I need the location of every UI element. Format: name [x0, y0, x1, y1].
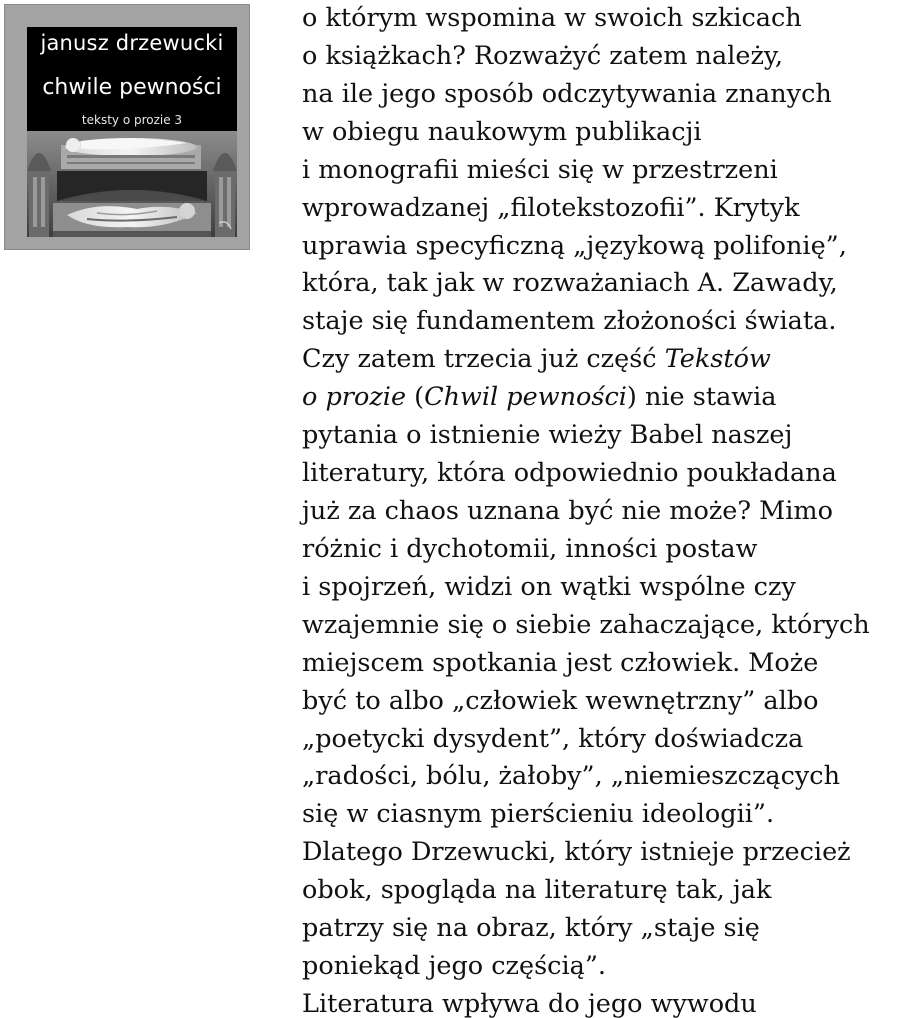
text-line: [302, 493, 898, 531]
line-text: wprowadzanej „filotekstozofii”. Krytyk: [302, 192, 800, 223]
text-line: [302, 190, 898, 228]
text-line: [302, 721, 898, 759]
book-cover-author: janusz drzewucki: [40, 31, 224, 55]
text-line: [302, 872, 898, 910]
text-line: [302, 569, 898, 607]
text-line: [302, 152, 898, 190]
line-text: Czy zatem trzecia już część: [302, 344, 665, 375]
line-text: „poetycki dysydent”, który doświadcza: [302, 723, 804, 754]
line-text: być to albo „człowiek wewnętrzny” albo: [302, 685, 819, 716]
line-text: na ile jego sposób odczytywania znanych: [302, 78, 832, 109]
line-text: „radości, bólu, żałoby”, „niemieszczących: [302, 761, 841, 792]
line-text: o książkach? Rozważyć zatem należy,: [302, 40, 784, 71]
text-line: [302, 303, 898, 341]
book-cover-subtitle: teksty o prozie 3: [81, 113, 183, 127]
text-line: [302, 228, 898, 266]
book-cover-title: chwile pewności: [42, 75, 222, 100]
text-line: [302, 76, 898, 114]
text-line: [302, 645, 898, 683]
line-text: i monografii mieści się w przestrzeni: [302, 154, 778, 185]
text-line: [302, 417, 898, 455]
text-line: [302, 341, 898, 379]
text-line: [302, 834, 898, 872]
line-text: poniekąd jego częścią”.: [302, 951, 606, 982]
line-text: ) nie stawia: [626, 382, 777, 413]
line-text: wzajemnie się o siebie zahaczające, których: [302, 609, 870, 640]
italic-title-text: Chwil pewności: [424, 382, 627, 413]
line-text: Dlatego Drzewucki, który istnieje przecież: [302, 837, 851, 868]
line-text: miejscem spotkania jest człowiek. Może: [302, 647, 819, 678]
line-text: patrzy się na obraz, który „staje się: [302, 913, 760, 944]
line-text: literatury, która odpowiednio poukładana: [302, 458, 837, 489]
body-text: [302, 0, 900, 1018]
italic-title-text: Tekstów: [664, 344, 771, 375]
line-text: o którym wspomina w swoich szkicach: [302, 3, 802, 33]
text-line: [302, 758, 898, 796]
text-line: [302, 986, 898, 1018]
line-text: która, tak jak w rozważaniach A. Zawady,: [302, 268, 838, 299]
line-text: obok, spogląda na literaturę tak, jak: [302, 875, 772, 906]
text-line: [302, 607, 898, 645]
text-line: [302, 265, 898, 303]
book-cover: [4, 4, 250, 250]
text-line: [302, 38, 898, 76]
line-text: się w ciasnym pierścieniu ideologii”.: [302, 799, 775, 830]
text-line: [302, 683, 898, 721]
text-line: [302, 379, 898, 417]
text-line: [302, 910, 898, 948]
text-line: [302, 0, 898, 38]
text-line: [302, 114, 898, 152]
text-line: [302, 455, 898, 493]
line-text: i spojrzeń, widzi on wątki wspólne czy: [302, 571, 796, 602]
text-line: [302, 796, 898, 834]
text-line: [302, 948, 898, 986]
line-text: różnic i dychotomii, inności postaw: [302, 533, 758, 564]
stone-tomb-sculpture-photo-icon: [27, 131, 237, 237]
line-text: (: [406, 382, 425, 413]
line-text: staje się fundamentem złożoności świata.: [302, 306, 837, 337]
line-text: w obiegu naukowym publikacji: [302, 116, 702, 147]
line-text: Literatura wpływa do jego wywodu: [302, 988, 757, 1018]
text-line: [302, 531, 898, 569]
line-text: już za chaos uznana być nie może? Mimo: [302, 495, 833, 526]
book-cover-panel: [27, 27, 237, 237]
italic-title-text: o prozie: [302, 382, 407, 413]
line-text: uprawia specyficzną „językową polifonię”,: [302, 230, 847, 261]
line-text: pytania o istnienie wieży Babel naszej: [302, 420, 793, 451]
